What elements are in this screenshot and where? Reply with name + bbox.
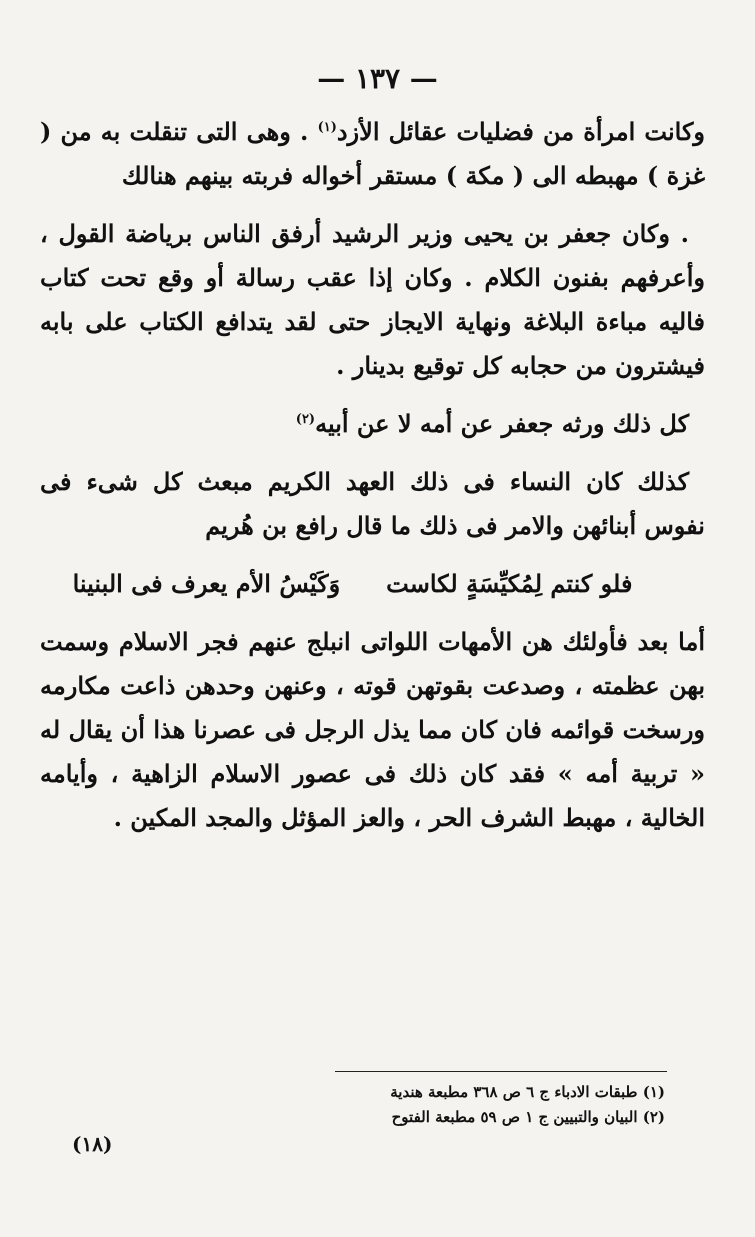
footnote-1: (١) طبقات الادباء ج ٦ ص ٣٦٨ مطبعة هندية: [390, 1083, 665, 1101]
paragraph-text: كل ذلك ورثه جعفر عن أمه لا عن أبيه: [315, 409, 689, 438]
verse-first-hemistich: فلو كنتم لِمُكيِّسَةٍ لكاست: [386, 569, 633, 598]
paragraph-inheritance: [40, 402, 705, 446]
paragraph-women: [40, 460, 705, 548]
poetry-verse: [40, 562, 705, 606]
page-number: — ١٣٧ —: [317, 62, 438, 95]
paragraph-jafar: [40, 212, 705, 388]
paragraph-text: أما بعد فأولئك هن الأمهات اللواتى انبلج عنهم فجر الاسلام وسمت بهن عظمته ، وصدعت بقوتهن قوته ، وعنهن وحدهن ذاعت مكارمه ورسخت قوائمه فان كان مما يذل الرجل فى عصرنا هذا أن يقال له « تربية أمه » فقد كان ذلك فى عصور الاسلام الزاهية ، وأيامه الخالية ، مهبط الشرف الحر ، والعز المؤثل والمجد المكين .: [40, 627, 706, 832]
footnote-2: (٢) البيان والتبيين ج ١ ص ٥٩ مطبعة الفتوح: [391, 1108, 665, 1126]
paragraph-text: . وكان جعفر بن يحيى وزير الرشيد أرفق الناس برياضة القول ، وأعرفهم بفنون الكلام . وكان إذا عقب رسالة أو وقع تحت كتاب فاليه مباءة البلاغة ونهاية الايجاز حتى لقد يتدافع الكتاب على بابه فيشترون من حجابه كل توقيع بدينار .: [40, 219, 705, 380]
paragraph-text: وكانت امرأة من فضليات عقائل الأزد: [336, 117, 706, 146]
paragraph-text: كذلك كان النساء فى ذلك العهد الكريم مبعث كل شىء فى نفوس أبنائهن والامر فى ذلك ما قال رافع بن هُريم: [40, 467, 705, 540]
signature-mark: (١٨): [72, 1132, 113, 1156]
paragraph-mother-origin: [40, 110, 705, 198]
paragraph-text: . وهى التى تنقلت به من ( غزة ) مهبطه الى ( مكة ) مستقر أخواله فربته بينهم هنالك: [40, 117, 705, 190]
footnote-reference: (٢): [295, 412, 316, 427]
footnote-divider: [335, 1071, 667, 1072]
verse-second-hemistich: وَكَيْسُ الأم يعرف فى البنينا: [72, 569, 341, 598]
footnote-reference: (١): [317, 120, 337, 135]
paragraph-closing: [40, 620, 705, 840]
body-text: [40, 110, 705, 854]
footnotes: [320, 1080, 665, 1130]
